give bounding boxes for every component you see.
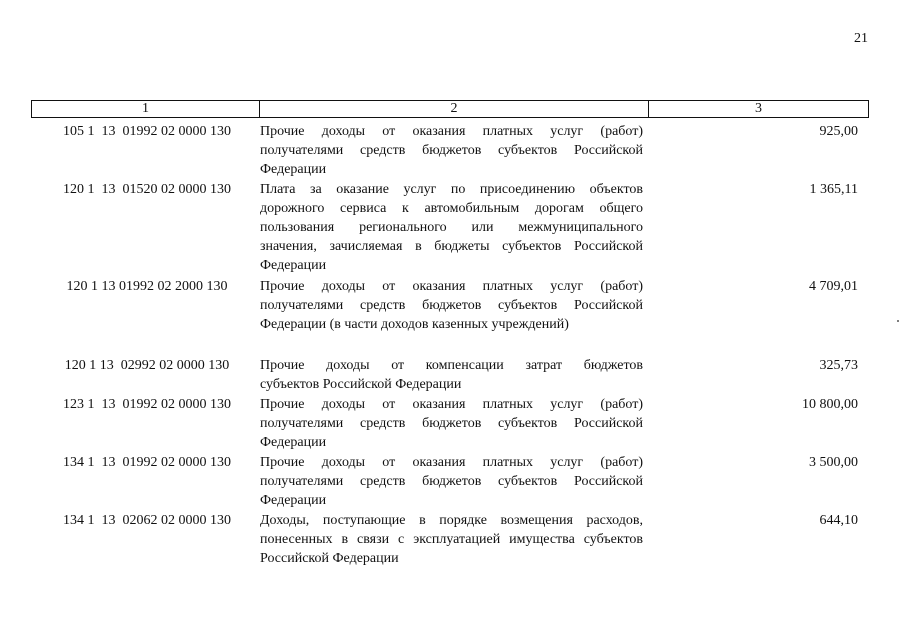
income-description xyxy=(260,180,643,277)
budget-code: 105 1 13 01992 02 0000 130 xyxy=(63,124,231,139)
amount: 644,10 xyxy=(819,513,858,528)
description-line: Прочие доходы от оказания платных услуг (работ) xyxy=(260,124,643,139)
income-description xyxy=(260,356,643,395)
budget-code: 134 1 13 02062 02 0000 130 xyxy=(63,513,231,528)
column-header-3: 3 xyxy=(755,101,762,116)
income-description xyxy=(260,277,643,356)
table-row xyxy=(31,122,869,180)
description-line: Федерации xyxy=(260,162,327,177)
table-row xyxy=(31,356,869,395)
description-line: Прочие доходы от оказания платных услуг (работ) xyxy=(260,279,643,294)
description-line: Федерации (в части доходов казенных учреждений) xyxy=(260,317,569,332)
amount: 1 365,11 xyxy=(809,182,858,197)
description-line: субъектов Российской Федерации xyxy=(260,377,462,392)
table-row xyxy=(31,453,869,511)
description-line: значения, зачисляемая в бюджеты субъектов Российской xyxy=(260,239,643,254)
column-header-2: 2 xyxy=(260,101,649,117)
description-line: Прочие доходы от компенсации затрат бюджетов xyxy=(260,358,643,373)
description-line: Федерации xyxy=(260,435,327,450)
scan-speck xyxy=(897,320,899,322)
description-line: Прочие доходы от оказания платных услуг (работ) xyxy=(260,397,643,412)
description-line: Федерации xyxy=(260,493,327,508)
description-line: Российской Федерации xyxy=(260,551,399,566)
description-line: дорожного сервиса к автомобильным дорогам общего xyxy=(260,201,643,216)
page-number: 21 xyxy=(854,31,868,46)
amount: 325,73 xyxy=(819,358,858,373)
budget-code: 120 1 13 01992 02 2000 130 xyxy=(66,279,228,294)
table-row xyxy=(31,511,869,569)
table-row xyxy=(31,395,869,453)
income-description xyxy=(260,511,643,569)
income-description xyxy=(260,395,643,453)
amount: 925,00 xyxy=(819,124,858,139)
income-description xyxy=(260,453,643,511)
description-line: получателями средств бюджетов субъектов Российской xyxy=(260,143,643,158)
budget-code: 123 1 13 01992 02 0000 130 xyxy=(63,397,231,412)
description-line: пользования регионального или межмуниципального xyxy=(260,220,643,235)
budget-code: 120 1 13 01520 02 0000 130 xyxy=(63,182,231,197)
amount: 10 800,00 xyxy=(802,397,858,412)
description-line: получателями средств бюджетов субъектов Российской xyxy=(260,416,643,431)
description-line: получателями средств бюджетов субъектов Российской xyxy=(260,474,643,489)
table-row xyxy=(31,180,869,277)
description-line: понесенных в связи с эксплуатацией имущества субъектов xyxy=(260,532,643,547)
budget-code: 120 1 13 02992 02 0000 130 xyxy=(64,358,230,373)
table-row xyxy=(31,277,869,356)
column-header-1: 1 xyxy=(32,101,260,117)
table-header xyxy=(31,100,869,118)
amount: 4 709,01 xyxy=(809,279,858,294)
description-line: Плата за оказание услуг по присоединению объектов xyxy=(260,182,643,197)
budget-code: 134 1 13 01992 02 0000 130 xyxy=(63,455,231,470)
amount: 3 500,00 xyxy=(809,455,858,470)
description-line: Прочие доходы от оказания платных услуг (работ) xyxy=(260,455,643,470)
table-body xyxy=(31,122,869,569)
description-line: получателями средств бюджетов субъектов Российской xyxy=(260,298,643,313)
description-line: Федерации xyxy=(260,258,327,273)
description-line: Доходы, поступающие в порядке возмещения расходов, xyxy=(260,513,643,528)
income-description xyxy=(260,122,643,180)
